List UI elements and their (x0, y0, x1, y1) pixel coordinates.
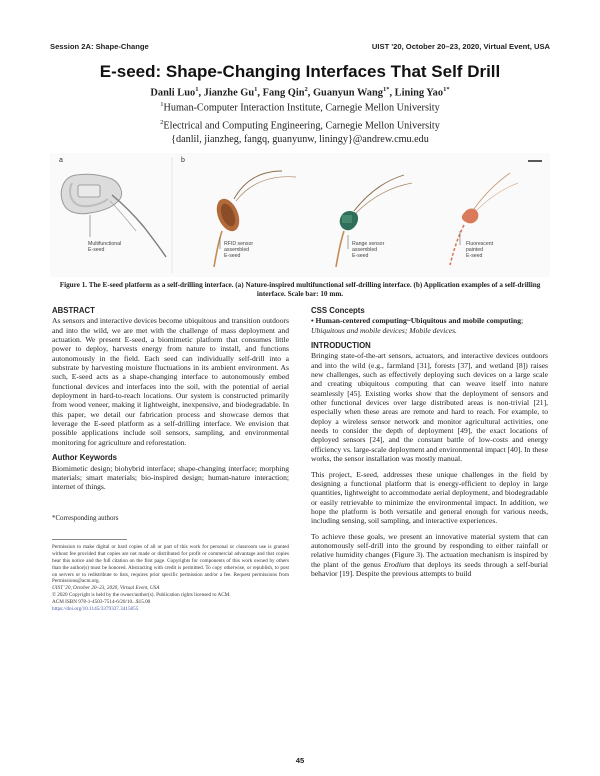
right-column (311, 306, 548, 578)
paper-title: E-seed: Shape-Changing Interfaces That Self Drill (99, 62, 501, 81)
affiliation-1 (0, 98, 600, 115)
ccs-text (311, 316, 548, 335)
author-name: Danli Luo (150, 87, 196, 99)
affiliation-mark: 1 (160, 101, 164, 109)
label-line: assembled (352, 247, 378, 253)
introduction-paragraph-2: This project, E-seed, addresses these unique challenges in the field by designing a functional platform that is energy-efficient to deploy in large quantities, lightweight to accommodate aerial deployment, and biodegradable or easily retrievable to minimize the environmental impact. In addition, we hope the platform is both versatile and general enough for various needs, including sensing, soil sampling, and interactive experiences. (311, 469, 548, 526)
abstract-text: As sensors and interactive devices become ubiquitous and transition outdoors and into the wild, we are met with the challenge of mass deployment and actuation. We present E-seed, a biomimetic platform that consumes little power to deploy, harvests energy from nature to install, and functions autonomously in the field. Each seed can individually self-drill into a substrate by harvesting moisture fluctuations in its ambient environment. As such, E-seed acts as a shape-changing interface to autonomously embed functional devices and interfaces into the soil, with the potential of aerial deployment in hard-to-reach locations. Our system is constructed primarily from wood veneer, making it lightweight, inexpensive, and biodegradable. In this paper, we detail our fabrication process and showcase demos that leverage the E-seed platform as a self-drilling interface. We envision that possible applications include soil sensors, sampling, and environmental monitoring for agriculture and reforestation. (52, 316, 289, 447)
copyright-line: © 2020 Copyright is held by the owner/author(s). Publication rights licensed to ACM. (52, 592, 231, 599)
introduction-paragraph-3 (311, 532, 548, 579)
page-number: 45 (295, 756, 305, 765)
permission-text: Permission to make digital or hard copies of all or part of this work for personal or classroom use is granted without fee provided that copies are not made or distributed for profit or commercial advantage and that copies bear this notice and the full citation on the first page. Copyrights for components of this work owned by others than the author(s) must be honored. Abstracting with credit is permitted. To copy otherwise, or republish, to post on servers or to redistribute to lists, requires prior specific permission and/or a fee. Request permissions from Permissions@acm.org. (52, 543, 289, 585)
panel-label-a: a (59, 157, 63, 164)
label-line: Multifunctional (88, 241, 122, 247)
label-multifunctional-eseed (88, 241, 121, 253)
keywords-heading: Author Keywords (52, 453, 117, 463)
ccs-separator: ; (521, 316, 524, 326)
affiliation-mark: 1* (382, 86, 390, 93)
affiliation-mark: 1 (195, 86, 199, 93)
paragraph-part: To achieve these goals, we present an innovative material system that can autonomously self-drill into the ground by responding to either rainfall or relative humidity changes (Figure 3). The actuation mechanism is inspired by the plant of the genus (311, 531, 548, 569)
abstract-heading: ABSTRACT (52, 306, 95, 315)
ccs-bold: • Human-centered computing~Ubiquitous and mobile computing (311, 316, 522, 326)
author-name: Lining Yao (394, 87, 444, 99)
author-emails: {danlil, jianzheg, fangq, guanyunw, liningy}@andrew.cmu.edu (171, 134, 429, 146)
running-header-session: Session 2A: Shape-Change (50, 42, 149, 51)
label-line: painted (466, 247, 484, 253)
venue-italic: UIST '20, October 20–23, 2020, Virtual Event, USA (52, 585, 160, 592)
author-block (0, 86, 600, 147)
introduction-paragraph-1: Bringing state-of-the-art sensors, actuators, and interactive devices outdoors and into the wild (e.g., farmland [31], forests [37], and wetland [8]) raises new challenges, such as effectively deploying such devices on a large scale and creating ubiquitous computing that can weave itself into nature seamlessly [45]. Existing works show that the deployment of sensors and other functional devices over large distributed areas is non-trivial [21], especially when these areas are remote and hard to reach. For example, to deploy a wireless sensor network and monitor agricultural activities, one needs to consider the depth of deployment [49], the exact locations of deployed sensors [24], and the constant battle of low-costs and energy efficiency vs. large-scale deployment and environmental impact [40]. In these works, the sensor installation was mostly manual. (311, 351, 548, 464)
ccs-heading: CSS Concepts (311, 306, 365, 315)
figure-1-caption: Figure 1. The E-seed platform as a self-drilling interface. (a) Nature-inspired multifunctional self-drilling interface. (b) Application examples of a self-drilling interface. Scale bar: 10 mm. (59, 281, 541, 298)
label-line: Range sensor (352, 241, 385, 247)
author-name: Guanyun Wang (312, 87, 383, 99)
affiliation-mark: 1* (443, 86, 450, 93)
label-line: E-seed (466, 253, 483, 259)
ccs-italic: Ubiquitous and mobile devices; Mobile devices. (311, 325, 457, 335)
affiliation-mark: 2 (304, 86, 308, 93)
label-range-eseed (352, 241, 384, 259)
label-line: E-seed (88, 247, 105, 253)
doi-link[interactable]: https://doi.org/10.1145/3379337.3415855 (52, 606, 139, 613)
author-name: Fang Qin (262, 87, 305, 99)
affiliation-2 (0, 116, 600, 133)
label-line: E-seed (352, 253, 369, 259)
corresponding-authors-note: *Corresponding authors (52, 514, 119, 522)
left-column (52, 306, 289, 613)
footnote-rule (52, 539, 127, 540)
label-line: Fluorescent (466, 241, 494, 247)
label-line: E-seed (224, 253, 241, 259)
affiliation-mark: 2 (160, 118, 164, 126)
isbn-line: ACM ISBN 978-1-4503-7514-6/20/10...$15.00 (52, 599, 151, 606)
affiliation-text: Human-Computer Interaction Institute, Carnegie Mellon University (163, 102, 440, 114)
paragraph-part: that deploys its seeds through a self-burial behavior [19]. Despite the previous attempts to build (311, 559, 548, 578)
label-fluorescent-eseed (466, 241, 493, 259)
affiliation-mark: 1 (254, 86, 258, 93)
author-names: Danli Luo$^1$, Jianzhe Gu$^1$, Fang Qin$^2$, Guanyun Wang$^{1*}$, Lining Yao$^{1*}$ (150, 86, 450, 99)
figure-1 (50, 153, 550, 277)
author-name: Jianzhe Gu (203, 87, 255, 99)
panel-label-b: b (181, 157, 185, 164)
label-line: assembled (224, 247, 250, 253)
keywords-text: Biomimetic design; biohybrid interface; shape-changing interface; morphing materials; smart materials; bio-inspired design; human-nature interaction; internet of things. (52, 463, 289, 492)
genus-italic: Erodium (383, 559, 411, 569)
introduction-heading: INTRODUCTION (311, 341, 371, 351)
label-line: RFID sensor (224, 241, 254, 247)
running-header-venue: UIST '20, October 20–23, 2020, Virtual Event, USA (371, 42, 550, 51)
label-rfid-eseed (224, 241, 253, 259)
affiliation-text: Electrical and Computing Engineering, Carnegie Mellon University (163, 120, 440, 132)
